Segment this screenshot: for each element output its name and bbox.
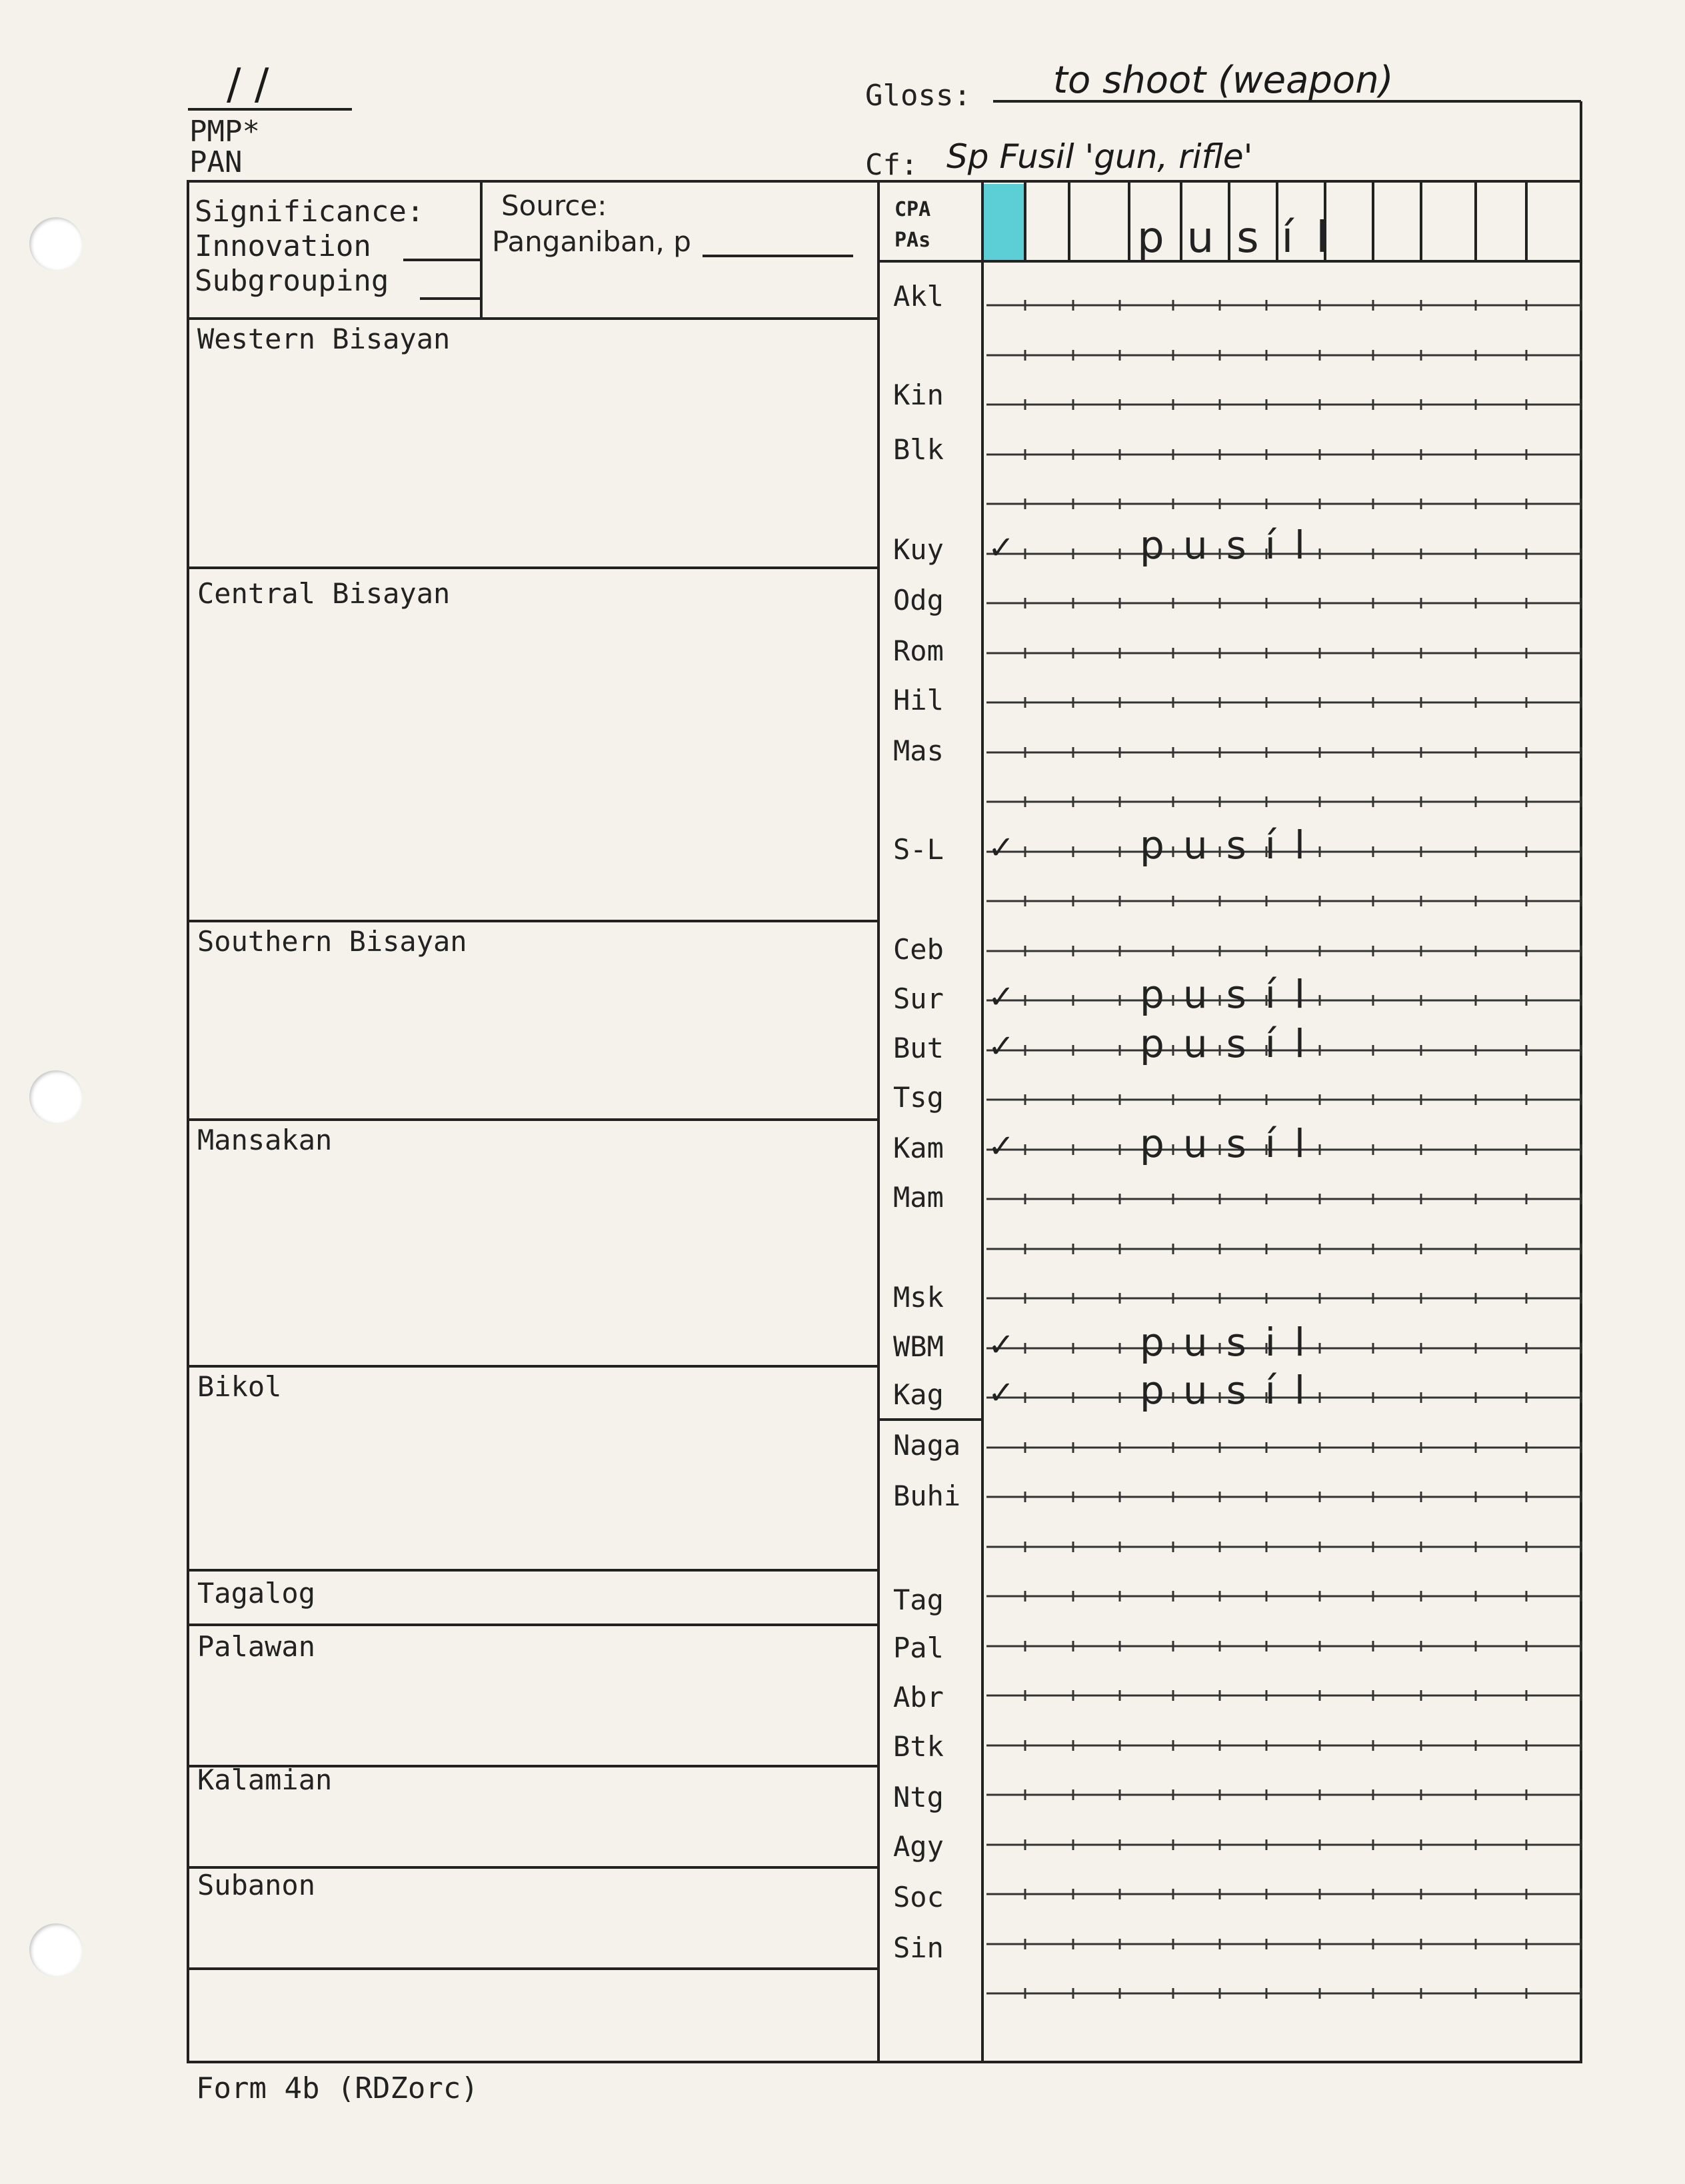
language-code: Kag (893, 1378, 944, 1411)
language-code: Mam (893, 1181, 944, 1214)
group-label-kalamian: Kalamian (197, 1763, 333, 1796)
header-codes: CPA PAs (894, 198, 931, 252)
significance-label: Significance: (195, 195, 425, 229)
language-form: pusíl (1140, 1021, 1324, 1066)
check-mark: ✓ (988, 1128, 1015, 1165)
group-label-central-bisayan: Central Bisayan (197, 577, 451, 610)
language-code: Kin (893, 379, 944, 411)
language-code: Btk (893, 1730, 944, 1763)
language-form: pusíl (1140, 523, 1324, 568)
header-form: pusíl (1137, 213, 1351, 263)
language-form: pusíl (1140, 1368, 1324, 1413)
language-form: pusíl (1140, 1121, 1324, 1166)
check-mark: ✓ (988, 1028, 1015, 1065)
pmp-label: PMP* (189, 115, 260, 149)
cf-label: Cf: (865, 148, 918, 182)
language-code: Msk (893, 1281, 944, 1314)
header-accent-cell (984, 184, 1024, 260)
source-value: Panganiban, p (492, 225, 691, 258)
group-label-palawan: Palawan (197, 1630, 316, 1663)
group-label-tagalog: Tagalog (197, 1577, 316, 1610)
language-code: Sur (893, 982, 944, 1015)
check-mark: ✓ (988, 1374, 1015, 1412)
id-mark: / / (227, 60, 269, 109)
source-label: Source: (501, 189, 607, 222)
innovation-label: Innovation (195, 229, 371, 263)
group-label-southern-bisayan: Southern Bisayan (197, 925, 467, 958)
group-label-western-bisayan: Western Bisayan (197, 323, 451, 355)
form-footer-label: Form 4b (RDZorc) (196, 2071, 479, 2105)
language-code: Agy (893, 1830, 944, 1863)
language-code: Kuy (893, 533, 944, 566)
language-code: Naga (893, 1429, 961, 1462)
language-code: WBM (893, 1330, 944, 1363)
check-mark: ✓ (988, 829, 1015, 866)
group-label-bikol: Bikol (197, 1370, 282, 1403)
language-code: Ceb (893, 933, 944, 966)
language-code: Ntg (893, 1781, 944, 1813)
language-code: Soc (893, 1881, 944, 1913)
check-mark: ✓ (988, 529, 1015, 566)
check-mark: ✓ (988, 978, 1015, 1016)
language-code: S-L (893, 833, 944, 866)
group-label-mansakan: Mansakan (197, 1124, 333, 1156)
check-mark: ✓ (988, 1326, 1015, 1364)
group-label-subanon: Subanon (197, 1869, 316, 1901)
language-code: Tag (893, 1584, 944, 1616)
language-code: Buhi (893, 1480, 961, 1512)
subgrouping-label: Subgrouping (195, 264, 389, 298)
language-form: pusíl (1140, 972, 1324, 1017)
gloss-label: Gloss: (865, 79, 971, 113)
pan-label: PAN (189, 145, 243, 179)
language-code: Sin (893, 1931, 944, 1964)
cf-value: Sp Fusil 'gun, rifle' (946, 137, 1253, 176)
language-code: Abr (893, 1681, 944, 1713)
language-form: pusíl (1140, 822, 1324, 868)
language-code: Rom (893, 634, 944, 667)
language-code: Kam (893, 1132, 944, 1164)
language-code: Pal (893, 1632, 944, 1664)
language-code: Akl (893, 280, 944, 313)
language-code: Tsg (893, 1081, 944, 1114)
language-code: Blk (893, 433, 944, 466)
language-code: Odg (893, 584, 944, 616)
language-form: pusil (1140, 1320, 1324, 1365)
language-code: Hil (893, 684, 944, 716)
language-code: But (893, 1032, 944, 1064)
gloss-value: to shoot (weapon) (1053, 59, 1394, 102)
language-code: Mas (893, 734, 944, 767)
